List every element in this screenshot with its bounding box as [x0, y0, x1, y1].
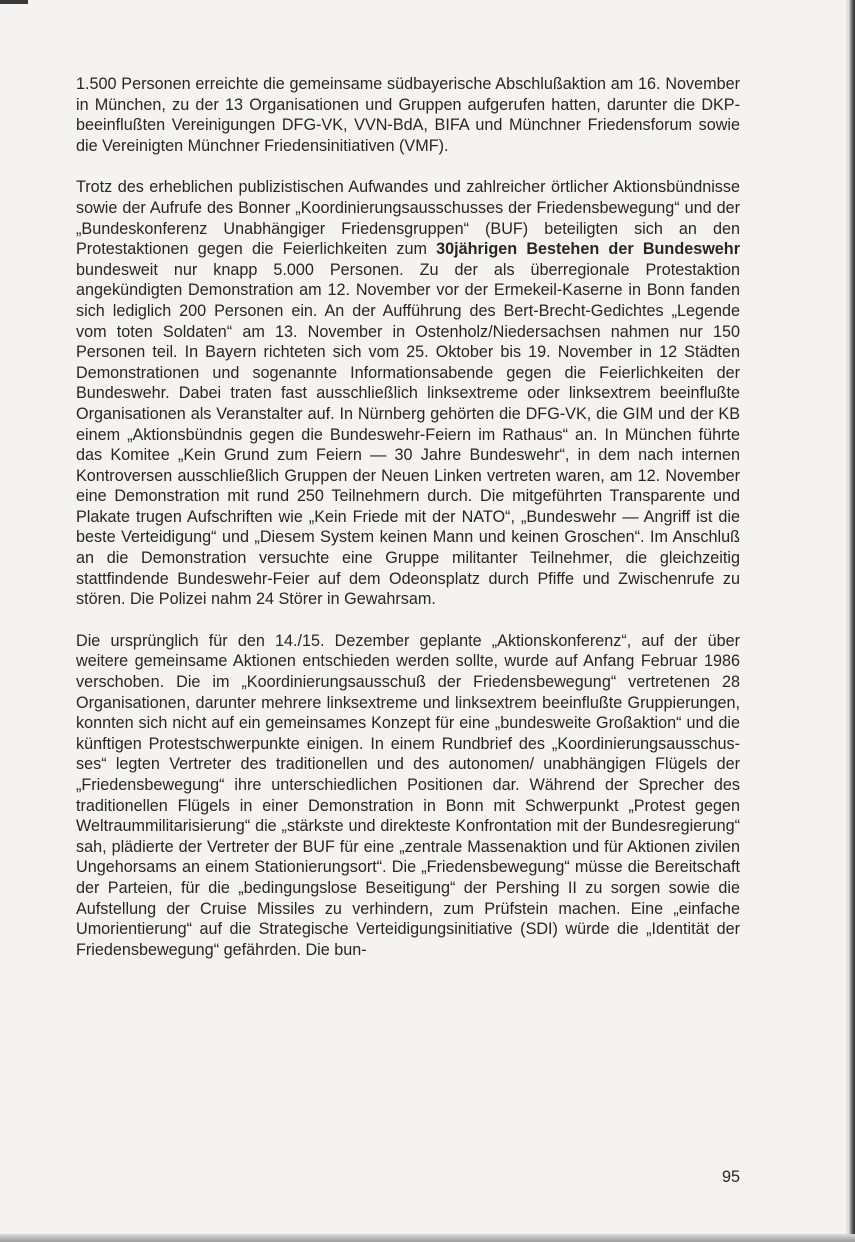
paragraph-2	[76, 177, 740, 609]
body-text	[76, 74, 740, 981]
page-number: 95	[721, 1168, 740, 1186]
paragraph-2-text-after: bundesweit nur knapp 5.000 Personen. Zu der als überregionale Protestaktion angekündigten Demonstration am 12. November vor der Ermekeil-Kaserne in Bonn fanden sich lediglich 200 Personen ein. An der Aufführung des Bert-Brecht-Gedichtes „Legende vom toten Soldaten“ am 13. November in Ostenholz/Niedersachsen nahmen nur 150 Personen teil. In Bayern richteten sich vom 25. Oktober bis 19. November in 12 Städten Demonstrationen und sogenannte Informationsabende gegen die Feierlichkeiten der Bundeswehr. Dabei traten fast ausschließlich linksextreme oder linksextrem beeinflußte Organisationen als Veranstalter auf. In Nürnberg gehörten die DFG-VK, die GIM und der KB einem „Aktionsbündnis gegen die Bundeswehr-Feiern im Rathaus“ an. In München führte das Komitee „Kein Grund zum Feiern — 30 Jahre Bundeswehr“, in dem nach internen Kontroversen ausschließlich Gruppen der Neuen Linken vertreten waren, am 12. November eine Demonstration mit rund 250 Teilnehmern durch. Die mitgeführten Transparente und Plakate trugen Aufschriften wie „Kein Friede mit der NATO“, „Bundeswehr — Angriff ist die beste Verteidigung“ und „Diesem System keinen Mann und keinen Groschen“. Im Anschluß an die Demonstration versuchte eine Gruppe militanter Teilnehmer, die gleichzeitig stattfindende Bundeswehr-Feier auf dem Odeonsplatz durch Pfiffe und Zwischenrufe zu stören. Die Polizei nahm 24 Störer in Gewahrsam.	[76, 260, 740, 609]
paragraph-2-bold-phrase: 30jährigen Bestehen der Bundeswehr	[436, 240, 740, 259]
paragraph-1-text: 1.500 Personen erreichte die gemeinsame südbayerische Abschlußaktion am 16. November in München, zu der 13 Organisationen und Gruppen aufgerufen hatten, darunter die DKP-beeinflußten Vereinigungen DFG-VK, VVN-BdA, BIFA und Münchner Friedensforum sowie die Vereinigten Münchner Friedensinitiativen (VMF).	[76, 75, 740, 155]
page-edge-right	[849, 0, 855, 1242]
page-edge-top	[0, 0, 28, 4]
paragraph-3-text: Die ursprünglich für den 14./15. Dezember geplante „Aktionskonferenz“, auf der über weitere gemeinsame Aktionen entschieden werden sollte, wurde auf Anfang Februar 1986 verschoben. Die im „Koordinierungsausschuß der Friedensbewegung“ vertretenen 28 Organisationen, darunter mehrere linksextreme und linksextrem beeinflußte Gruppierungen, konnten sich nicht auf ein gemeinsames Konzept für eine „bundesweite Großaktion“ und die künftigen Protestschwerpunkte einigen. In einem Rundbrief des „Koordinierungsausschusses“ legten Vertreter des traditionellen und des autonomen/ unabhängigen Flügels der „Friedensbewegung“ ihre unterschiedlichen Positionen dar. Während der Sprecher des traditionellen Flügels in einer Demonstration in Bonn mit Schwerpunkt „Protest gegen Weltraummilitarisierung“ die „stärkste und direkteste Konfrontation mit der Bundesregierung“ sah, plädierte der Vertreter der BUF für eine „zentrale Massenaktion und für Aktionen zivilen Ungehorsams an einem Stationierungsort“. Die „Friedensbewegung“ müsse die Bereitschaft der Parteien, für die „bedingungslose Beseitigung“ der Pershing II zu sorgen sowie die Aufstellung der Cruise Missiles zu verhindern, zum Prüfstein machen. Eine „einfache Umorientierung“ auf die Strategische Verteidigungsinitiative (SDI) würde die „Identität der Friedensbewegung“ gefährden. Die bun-	[76, 631, 740, 959]
page-edge-bottom	[0, 1234, 855, 1242]
paragraph-3	[76, 631, 740, 961]
paragraph-1	[76, 74, 740, 156]
paragraph-2-text-before: Trotz des erheblichen publizistischen Aufwandes und zahlreicher örtlicher Aktionsbündnisse sowie der Aufrufe des Bonner „Koordinierungsausschusses der Friedensbewegung“ und der „Bundeskonferenz Unabhängiger Friedensgruppen“ (BUF) beteiligten sich an den Protestaktionen gegen die Feierlichkeiten zum	[76, 178, 740, 259]
